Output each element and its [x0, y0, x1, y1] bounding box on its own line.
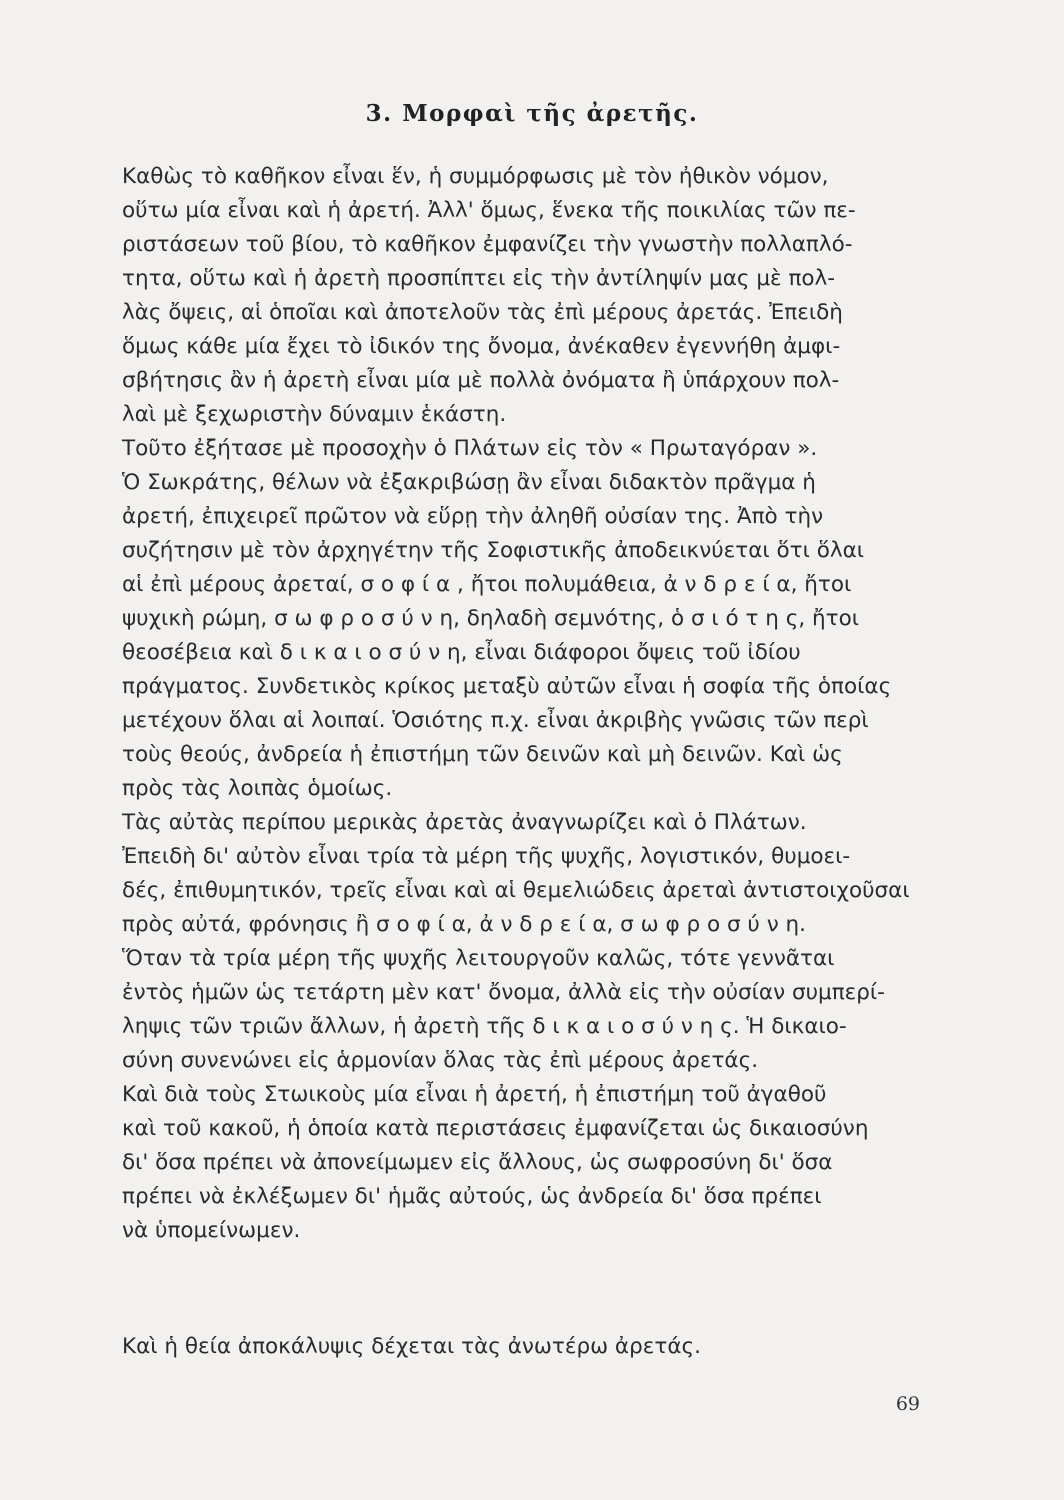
body-text [122, 160, 927, 1248]
text-line: ψυχικὴ ρώμη, σ ω φ ρ ο σ ύ ν η, δηλαδὴ σεμνότης, ὁ σ ι ό τ η ς, ἤτοι [122, 606, 860, 631]
text-line: Τοῦτο ἐξήτασε μὲ προσοχὴν ὁ Πλάτων εἰς τὸν « Πρωταγόραν ». [122, 436, 818, 461]
text-line: πρέπει νὰ ἐκλέξωμεν δι' ἡμᾶς αὐτούς, ὡς ἀνδρεία δι' ὅσα πρέπει [122, 1184, 822, 1209]
text-line: οὕτω μία εἶναι καὶ ἡ ἀρετή. Ἀλλ' ὅμως, ἕνεκα τῆς ποικιλίας τῶν πε- [122, 198, 856, 223]
text-line: ριστάσεων τοῦ βίου, τὸ καθῆκον ἐμφανίζει τὴν γνωστὴν πολλαπλό- [122, 232, 853, 257]
paragraph-1 [122, 160, 927, 432]
text-line: Καὶ διὰ τοὺς Στωικοὺς μία εἶναι ἡ ἀρετή, ἡ ἐπιστήμη τοῦ ἀγαθοῦ [122, 1082, 827, 1107]
text-line: δές, ἐπιθυμητικόν, τρεῖς εἶναι καὶ αἱ θεμελιώδεις ἀρεταὶ ἀντιστοιχοῦσαι [122, 878, 910, 903]
text-line: σύνη συνενώνει εἰς ἁρμονίαν ὅλας τὰς ἐπὶ μέρους ἀρετάς. [122, 1048, 759, 1073]
text-line: ἀρετή, ἐπιχειρεῖ πρῶτον νὰ εὕρῃ τὴν ἀληθῆ οὐσίαν της. Ἀπὸ τὴν [122, 504, 824, 529]
closing-sentence: Καὶ ἡ θεία ἀποκάλυψις δέχεται τὰς ἀνωτέρω ἀρετάς. [122, 1334, 701, 1359]
text-line: σβήτησις ἂν ἡ ἀρετὴ εἶναι μία μὲ πολλὰ ὀνόματα ἢ ὑπάρχουν πολ- [122, 368, 840, 393]
text-line: Τὰς αὐτὰς περίπου μερικὰς ἀρετὰς ἀναγνωρίζει καὶ ὁ Πλάτων. [122, 810, 807, 835]
paragraph-2 [122, 432, 927, 806]
text-line: μετέχουν ὅλαι αἱ λοιπαί. Ὁσιότης π.χ. εἶναι ἀκριβὴς γνῶσις τῶν περὶ [122, 708, 869, 733]
text-line: πρὸς αὐτά, φρόνησις ἢ σ ο φ ί α, ἀ ν δ ρ ε ί α, σ ω φ ρ ο σ ύ ν η. [122, 912, 807, 937]
section-heading: 3. Μορφαὶ τῆς ἀρετῆς. [365, 100, 699, 127]
text-line: ληψις τῶν τριῶν ἄλλων, ἡ ἀρετὴ τῆς δ ι κ α ι ο σ ύ ν η ς. Ἡ δικαιο- [122, 1014, 847, 1039]
text-line: ἐντὸς ἡμῶν ὡς τετάρτη μὲν κατ' ὄνομα, ἀλλὰ εἰς τὴν οὐσίαν συμπερί- [122, 980, 885, 1005]
text-line: θεοσέβεια καὶ δ ι κ α ι ο σ ύ ν η, εἶναι διάφοροι ὄψεις τοῦ ἰδίου [122, 640, 801, 665]
text-line: Ἐπειδὴ δι' αὐτὸν εἶναι τρία τὰ μέρη τῆς ψυχῆς, λογιστικόν, θυμοει- [122, 844, 851, 869]
paragraph-4 [122, 1078, 927, 1248]
text-line: συζήτησιν μὲ τὸν ἀρχηγέτην τῆς Σοφιστικῆς ἀποδεικνύεται ὅτι ὅλαι [122, 538, 865, 563]
text-line: πρὸς τὰς λοιπὰς ὁμοίως. [122, 776, 393, 801]
text-line: τητα, οὕτω καὶ ἡ ἀρετὴ προσπίπτει εἰς τὴν ἀντίληψίν μας μὲ πολ- [122, 266, 836, 291]
text-line: Καθὼς τὸ καθῆκον εἶναι ἕν, ἡ συμμόρφωσις μὲ τὸν ἠθικὸν νόμον, [122, 164, 829, 189]
text-line: καὶ τοῦ κακοῦ, ἡ ὁποία κατὰ περιστάσεις ἐμφανίζεται ὡς δικαιοσύνη [122, 1116, 869, 1141]
paragraph-3 [122, 806, 927, 1078]
page-number: 69 [895, 1393, 920, 1415]
text-line: Ὁ Σωκράτης, θέλων νὰ ἐξακριβώσῃ ἂν εἶναι διδακτὸν πρᾶγμα ἡ [122, 470, 816, 495]
text-line: Ὅταν τὰ τρία μέρη τῆς ψυχῆς λειτουργοῦν καλῶς, τότε γεννᾶται [122, 946, 835, 971]
text-line: λὰς ὄψεις, αἱ ὁποῖαι καὶ ἀποτελοῦν τὰς ἐπὶ μέρους ἀρετάς. Ἐπειδὴ [122, 300, 843, 325]
text-line: νὰ ὑπομείνωμεν. [122, 1218, 301, 1243]
text-line: ὅμως κάθε μία ἔχει τὸ ἰδικόν της ὄνομα, ἀνέκαθεν ἐγεννήθη ἀμφι- [122, 334, 841, 359]
text-line: πράγματος. Συνδετικὸς κρίκος μεταξὺ αὐτῶν εἶναι ἡ σοφία τῆς ὁποίας [122, 674, 892, 699]
text-line: τοὺς θεούς, ἀνδρεία ἡ ἐπιστήμη τῶν δεινῶν καὶ μὴ δεινῶν. Καὶ ὡς [122, 742, 843, 767]
text-line: δι' ὅσα πρέπει νὰ ἀπονείμωμεν εἰς ἄλλους, ὡς σωφροσύνη δι' ὅσα [122, 1150, 833, 1175]
text-line: λαὶ μὲ ξεχωριστὴν δύναμιν ἑκάστη. [122, 402, 507, 427]
text-line: αἱ ἐπὶ μέρους ἀρεταί, σ ο φ ί α , ἤτοι πολυμάθεια, ἀ ν δ ρ ε ί α, ἤτοι [122, 572, 852, 597]
